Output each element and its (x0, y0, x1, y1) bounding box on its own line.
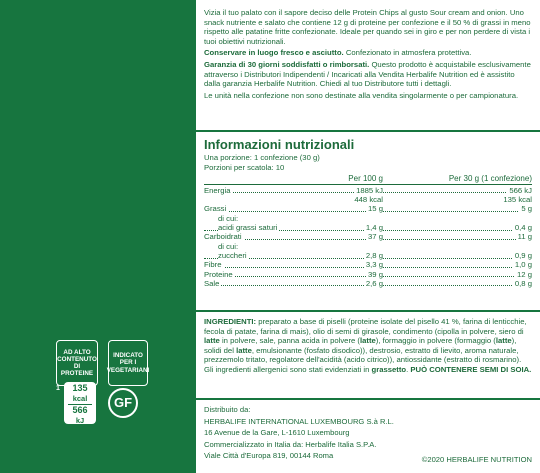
value-per-serving: 5 g (521, 204, 532, 214)
portion-size: Una porzione: 1 confezione (30 g) (204, 153, 320, 162)
high-protein-text: AD ALTO CONTENUTO DI PROTEINE (57, 348, 97, 378)
value-per-serving: 566 kJ (509, 185, 532, 195)
nutrition-row (204, 214, 532, 223)
distributor-line: Commercializzato in Italia da: Herbalife Italia S.P.A. (204, 439, 377, 449)
gluten-free-text: GF (113, 395, 133, 410)
nutrient-label: Energia (204, 185, 231, 195)
nutrient-label: Grassi (204, 204, 227, 214)
value-per-serving: 0,4 g (514, 223, 532, 233)
kj-value: 566 (72, 405, 88, 415)
nutrition-row (204, 242, 532, 251)
nutrient-label: Sale (204, 278, 220, 288)
units-note: Le unità nella confezione non sono destinate alla vendita singolarmente o per campionatura. (204, 90, 519, 100)
distributor-line: 16 Avenue de la Gare, L-1610 Luxembourg (204, 428, 350, 437)
nutrition-row (204, 251, 532, 260)
value-per-100g: 37 g (368, 232, 383, 242)
nutrient-label: Fibre (204, 260, 222, 270)
ingredients-segment: ), solidi del (204, 336, 517, 355)
nutrition-row (204, 205, 532, 214)
col-per-100g: Per 100 g (348, 173, 383, 183)
value-per-100g: 448 kcal (354, 195, 383, 205)
energy-badge-row (56, 382, 138, 425)
kcal-value: 135 (72, 383, 88, 393)
ingredients-segment: . (406, 364, 411, 374)
nutrition-title: Informazioni nutrizionali (204, 137, 355, 152)
value-per-100g: 2,6 g (365, 278, 383, 288)
nutrition-row (204, 233, 532, 242)
nutrition-row (204, 261, 532, 270)
distributor-line: Viale Città d'Europa 819, 00144 Roma (204, 451, 334, 460)
nutrient-label: zuccheri (218, 250, 247, 260)
distributor-line: Distribuito da: (204, 405, 251, 414)
energy-badge (56, 382, 96, 425)
value-per-100g: 15 g (368, 204, 383, 214)
nutrition-row (204, 270, 532, 279)
nutrition-table (204, 186, 532, 288)
nutrient-label: di cui: (218, 241, 239, 251)
ingredients-bold-segment: grassetto (371, 364, 407, 374)
nutrition-row (204, 195, 532, 204)
nutrient-label: Proteine (204, 269, 233, 279)
value-per-100g: 3,3 g (365, 260, 383, 270)
nutrient-label: acidi grassi saturi (218, 223, 278, 233)
kj-unit: kJ (75, 415, 85, 425)
ingredients-bold-segment: INGREDIENTI: (204, 317, 257, 326)
nutrient-label: di cui: (218, 213, 239, 223)
ingredients-panel (196, 312, 540, 398)
servings-per-box: Porzioni per scatola: 10 (204, 162, 285, 172)
value-per-100g: 1,4 g (365, 223, 383, 233)
distributor-line: HERBALIFE INTERNATIONAL LUXEMBOURG S.à R.L. (204, 416, 394, 426)
product-description: Vizia il tuo palato con il sapore deciso delle Protein Chips al gusto Sour cream and onion. Uno snack nutriente e salato che contiene 12 g di proteine per confezione e il 50 % di grassi in meno rispetto alle patatine fritte confezionate. Ideale per quando sei in giro e per non perdere di vista i tuoi obiettivi nutrizionali. (204, 8, 531, 46)
distributor-panel (196, 400, 540, 473)
nutrition-panel (196, 132, 540, 310)
ingredients-bold-segment: latte (495, 336, 512, 346)
left-green-area (0, 0, 194, 473)
guarantee-bold: Garanzia di 30 giorni soddisfatti o rimborsati. (204, 59, 370, 69)
value-per-100g: 1885 kJ (356, 185, 383, 195)
value-per-100g: 39 g (368, 269, 383, 279)
nutrition-row (204, 186, 532, 195)
value-per-100g: 2,8 g (365, 250, 383, 260)
storage-instructions (204, 48, 532, 58)
high-protein-badge (56, 340, 98, 386)
badge-row (56, 340, 148, 386)
nutrition-row (204, 223, 532, 232)
gluten-free-icon (108, 388, 138, 418)
vegetarian-text: INDICATO PER I VEGETARIANI (106, 352, 150, 374)
value-per-serving: 135 kcal (503, 195, 532, 205)
guarantee-text (204, 60, 532, 89)
kcal-unit: kcal (72, 393, 88, 403)
guarantee-rest: Questo prodotto è acquistabile esclusivamente attraverso i Distributori Indipendenti / Incaricati alla Vendita Herbalife Nutrition ed è assistito dalla garanzia Herbalife Nutrition. Chiedi al tuo Distributore tutti i dettagli. (204, 59, 531, 89)
copyright: ©2020 HERBALIFE NUTRITION (421, 454, 532, 464)
nutrient-label: Carboidrati (204, 232, 242, 242)
nutrition-row (204, 279, 532, 288)
ingredients-segment: preparato a base di piselli (proteine isolate del pisello 41 %, farina di lenticchie, fecola di patate, farina di mais), olio di semi di girasole, condimento (cipolla in polvere, siero di (204, 317, 527, 336)
value-per-serving: 11 g (517, 232, 532, 242)
col-per-serving: Per 30 g (1 confezione) (448, 173, 532, 183)
ingredients-segment: in polvere, sale, panna acida in polvere ( (219, 336, 360, 346)
value-per-serving: 0,9 g (514, 250, 532, 260)
storage-bold: Conservare in luogo fresco e asciutto. (204, 48, 344, 58)
energy-badge-sup: 1 (56, 385, 60, 392)
ingredients-segment: , emulsionante (fosfato disodico)), destrosio, estratto di lievito, aroma naturale, prezzemolo tritato, regolatore dell'acidità (acido citrico)), antiossidante (estratto di rosmarino). Gli ingredienti allergenici sono stati evidenziati in (204, 345, 522, 374)
product-description-panel (196, 0, 540, 130)
ingredients-bold-segment: PUÒ CONTENERE SEMI DI SOIA. (410, 364, 532, 374)
ingredients-text (204, 317, 532, 375)
ingredients-bold-segment: latte (204, 336, 220, 346)
nutrition-table-header (204, 172, 532, 183)
vegetarian-badge (108, 340, 148, 386)
value-per-serving: 1,0 g (514, 260, 532, 270)
storage-rest: Confezionato in atmosfera protettiva. (343, 48, 472, 58)
ingredients-bold-segment: latte (359, 336, 376, 346)
value-per-serving: 0,8 g (514, 278, 532, 288)
value-per-serving: 12 g (517, 269, 532, 279)
ingredients-segment: ), formaggio in polvere (formaggio ( (375, 336, 496, 346)
ingredients-bold-segment: latte (236, 345, 252, 355)
